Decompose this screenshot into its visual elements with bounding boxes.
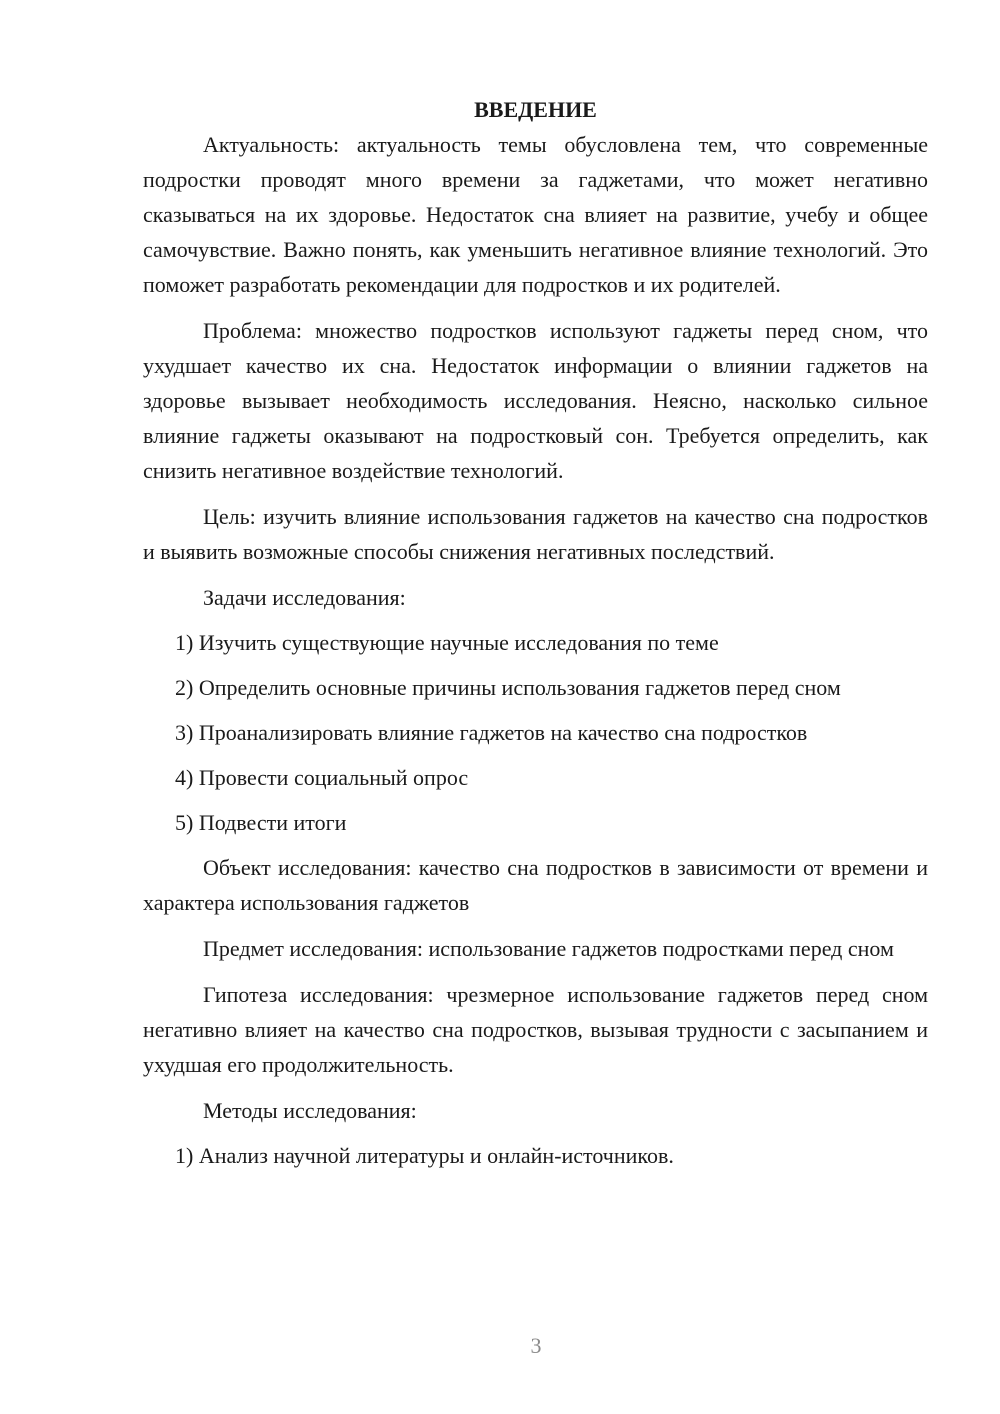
list-item: 3) Проанализировать влияние гаджетов на качество сна подростков [175,720,808,745]
tasks-list [143,625,928,840]
methods-list [143,1138,928,1173]
paragraph-problem: Проблема: множество подростков используют гаджеты перед сном, что ухудшает качество их сна. Недостаток информации о влиянии гаджетов на здоровье вызывает необходимость исследования. Неясно, насколько сильное влияние гаджеты оказывают на подростковый сон. Требуется определить, как снизить негативное воздействие технологий. [143,318,928,483]
list-item: 2) Определить основные причины использования гаджетов перед сном [175,675,841,700]
paragraph-relevance: Актуальность: актуальность темы обусловлена тем, что современные подростки проводят много времени за гаджетами, что может негативно сказываться на их здоровье. Недостаток сна влияет на развитие, учебу и общее самочувствие. Важно понять, как уменьшить негативное влияние технологий. Это поможет разработать рекомендации для подростков и их родителей. [143,132,928,297]
list-item: 1) Изучить существующие научные исследования по теме [175,630,719,655]
list-item: 1) Анализ научной литературы и онлайн-источников. [175,1143,674,1168]
methods-heading: Методы исследования: [203,1098,417,1123]
page-title: ВВЕДЕНИЕ [474,97,597,122]
page-number: 3 [530,1333,542,1358]
paragraph-subject: Предмет исследования: использование гаджетов подростками перед сном [203,936,894,961]
list-item: 4) Провести социальный опрос [175,765,469,790]
list-item: 5) Подвести итоги [175,810,347,835]
document-page [143,92,928,1183]
tasks-heading: Задачи исследования: [203,585,406,610]
paragraph-goal: Цель: изучить влияние использования гаджетов на качество сна подростков и выявить возможные способы снижения негативных последствий. [143,504,928,564]
paragraph-object: Объект исследования: качество сна подростков в зависимости от времени и характера использования гаджетов [143,855,928,915]
paragraph-hypothesis: Гипотеза исследования: чрезмерное использование гаджетов перед сном негативно влияет на качество сна подростков, вызывая трудности с засыпанием и ухудшая его продолжительность. [143,982,928,1077]
